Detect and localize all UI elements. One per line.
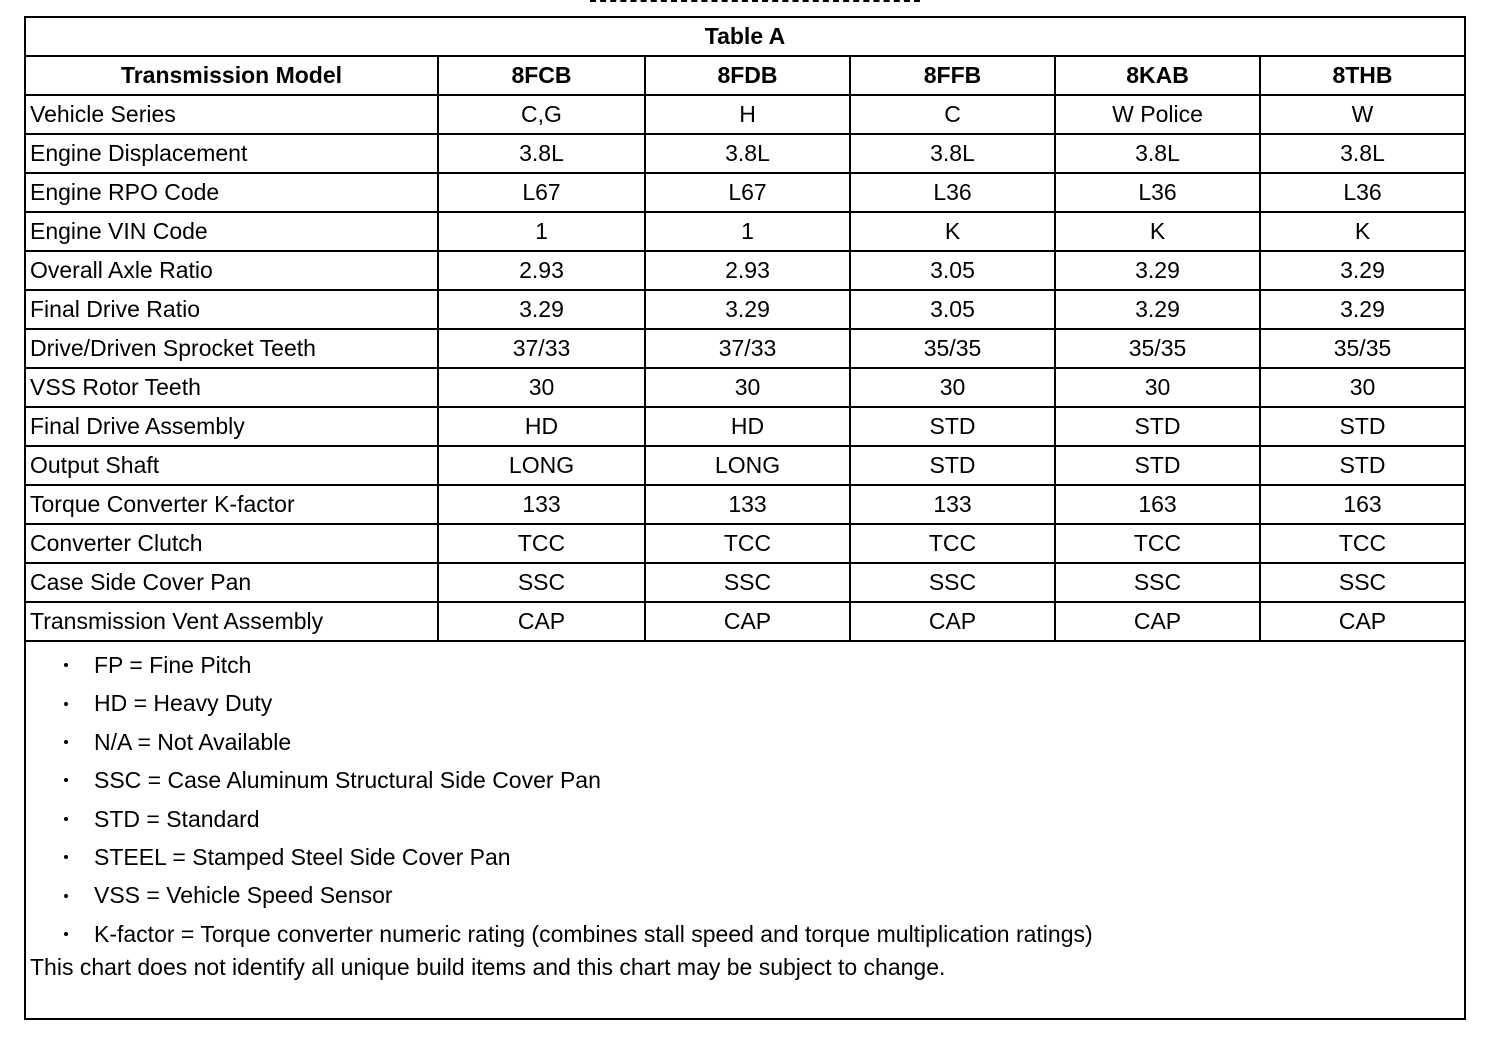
table-cell: STD	[1055, 446, 1260, 485]
table-cell: L36	[1055, 173, 1260, 212]
table-cell: W Police	[1055, 95, 1260, 134]
table-cell: 133	[850, 485, 1055, 524]
table-cell: TCC	[850, 524, 1055, 563]
row-label: Vehicle Series	[26, 95, 438, 134]
bullet-icon	[64, 855, 68, 859]
table-cell: 30	[645, 368, 850, 407]
table-row	[26, 173, 1464, 212]
table-cell: 133	[645, 485, 850, 524]
table-cell: 35/35	[1260, 329, 1464, 368]
table-title: Table A	[26, 18, 1464, 56]
table-cell: STD	[1260, 407, 1464, 446]
table-cell: C,G	[438, 95, 645, 134]
list-item	[64, 723, 1464, 761]
bullet-icon	[64, 894, 68, 898]
table-cell: STD	[850, 446, 1055, 485]
table-cell: STD	[850, 407, 1055, 446]
table-cell: L67	[645, 173, 850, 212]
table-cell: 35/35	[1055, 329, 1260, 368]
row-label: Engine VIN Code	[26, 212, 438, 251]
row-label: Converter Clutch	[26, 524, 438, 563]
table-row	[26, 251, 1464, 290]
table-cell: 3.8L	[1055, 134, 1260, 173]
table-cell: 2.93	[645, 251, 850, 290]
table-cell: TCC	[438, 524, 645, 563]
table-row	[26, 329, 1464, 368]
table-cell: SSC	[1260, 563, 1464, 602]
list-item	[64, 800, 1464, 838]
table-row	[26, 368, 1464, 407]
list-item	[64, 838, 1464, 876]
notes-section	[26, 642, 1464, 981]
table-cell: 30	[1055, 368, 1260, 407]
table-cell: L36	[1260, 173, 1464, 212]
list-item	[64, 684, 1464, 722]
table-cell: SSC	[850, 563, 1055, 602]
table-row	[26, 212, 1464, 251]
table-cell: TCC	[1260, 524, 1464, 563]
table-cell: 3.8L	[1260, 134, 1464, 173]
table-cell: 1	[438, 212, 645, 251]
header-transmission-model: Transmission Model	[26, 56, 438, 95]
table-cell: HD	[438, 407, 645, 446]
table-row	[26, 563, 1464, 602]
row-label: VSS Rotor Teeth	[26, 368, 438, 407]
list-item	[64, 761, 1464, 799]
bullet-icon	[64, 932, 68, 936]
bullet-icon	[64, 817, 68, 821]
list-item	[64, 915, 1464, 953]
table-cell: LONG	[645, 446, 850, 485]
table-cell: CAP	[1260, 602, 1464, 641]
header-model: 8KAB	[1055, 56, 1260, 95]
table-cell: CAP	[850, 602, 1055, 641]
row-label: Output Shaft	[26, 446, 438, 485]
table-cell: 35/35	[850, 329, 1055, 368]
table-cell: STD	[1260, 446, 1464, 485]
table-cell: K	[1055, 212, 1260, 251]
header-model: 8FDB	[645, 56, 850, 95]
table-cell: 163	[1260, 485, 1464, 524]
table-row	[26, 446, 1464, 485]
table-cell: K	[850, 212, 1055, 251]
header-model: 8FFB	[850, 56, 1055, 95]
table-header-row	[26, 56, 1464, 95]
row-label: Transmission Vent Assembly	[26, 602, 438, 641]
row-label: Case Side Cover Pan	[26, 563, 438, 602]
table-cell: TCC	[1055, 524, 1260, 563]
table-cell: CAP	[1055, 602, 1260, 641]
row-label: Drive/Driven Sprocket Teeth	[26, 329, 438, 368]
note-text: K-factor = Torque converter numeric rating (combines stall speed and torque multiplication ratings)	[94, 920, 1093, 947]
table-cell: 3.29	[1055, 290, 1260, 329]
table-cell: 3.05	[850, 290, 1055, 329]
table-cell: 3.29	[1260, 251, 1464, 290]
table-cell: CAP	[438, 602, 645, 641]
table-cell: 1	[645, 212, 850, 251]
table-cell: 30	[850, 368, 1055, 407]
transmission-spec-table	[26, 18, 1464, 642]
table-cell: 30	[1260, 368, 1464, 407]
table-cell: 2.93	[438, 251, 645, 290]
table-cell: LONG	[438, 446, 645, 485]
table-title-row	[26, 18, 1464, 56]
list-item	[64, 876, 1464, 914]
table-cell: L67	[438, 173, 645, 212]
bullet-icon	[64, 778, 68, 782]
table-cell: C	[850, 95, 1055, 134]
table-cell: W	[1260, 95, 1464, 134]
cropped-caption-remnant	[590, 0, 920, 6]
note-text: VSS = Vehicle Speed Sensor	[94, 882, 393, 909]
table-row	[26, 134, 1464, 173]
table-cell: L36	[850, 173, 1055, 212]
table-cell: 3.29	[1055, 251, 1260, 290]
bullet-icon	[64, 702, 68, 706]
bullet-icon	[64, 740, 68, 744]
table-cell: STD	[1055, 407, 1260, 446]
header-model: 8FCB	[438, 56, 645, 95]
table-cell: 3.29	[1260, 290, 1464, 329]
table-cell: 3.29	[438, 290, 645, 329]
row-label: Final Drive Ratio	[26, 290, 438, 329]
table-row	[26, 602, 1464, 641]
bullet-icon	[64, 663, 68, 667]
table-cell: 163	[1055, 485, 1260, 524]
table-cell: 3.8L	[645, 134, 850, 173]
table-cell: SSC	[645, 563, 850, 602]
table-cell: 3.8L	[850, 134, 1055, 173]
table-cell: H	[645, 95, 850, 134]
disclaimer-text: This chart does not identify all unique build items and this chart may be subject to change.	[30, 954, 946, 981]
row-label: Engine Displacement	[26, 134, 438, 173]
table-cell: 37/33	[438, 329, 645, 368]
note-text: SSC = Case Aluminum Structural Side Cover Pan	[94, 767, 601, 794]
abbreviation-list	[26, 646, 1464, 953]
table-cell: 3.8L	[438, 134, 645, 173]
note-text: HD = Heavy Duty	[94, 690, 273, 717]
table-row	[26, 407, 1464, 446]
table-row	[26, 95, 1464, 134]
table-cell: 3.29	[645, 290, 850, 329]
note-text: N/A = Not Available	[94, 728, 292, 755]
note-text: STEEL = Stamped Steel Side Cover Pan	[94, 843, 511, 870]
table-cell: 3.05	[850, 251, 1055, 290]
spec-table-sheet	[24, 16, 1466, 1020]
row-label: Final Drive Assembly	[26, 407, 438, 446]
table-row	[26, 290, 1464, 329]
row-label: Torque Converter K-factor	[26, 485, 438, 524]
table-row	[26, 524, 1464, 563]
table-cell: K	[1260, 212, 1464, 251]
note-text: STD = Standard	[94, 805, 260, 832]
table-row	[26, 485, 1464, 524]
table-cell: SSC	[438, 563, 645, 602]
table-cell: 37/33	[645, 329, 850, 368]
header-model: 8THB	[1260, 56, 1464, 95]
table-cell: 133	[438, 485, 645, 524]
list-item	[64, 646, 1464, 684]
table-cell: HD	[645, 407, 850, 446]
note-text: FP = Fine Pitch	[94, 652, 252, 678]
row-label: Engine RPO Code	[26, 173, 438, 212]
row-label: Overall Axle Ratio	[26, 251, 438, 290]
table-cell: SSC	[1055, 563, 1260, 602]
table-cell: TCC	[645, 524, 850, 563]
table-cell: CAP	[645, 602, 850, 641]
table-cell: 30	[438, 368, 645, 407]
